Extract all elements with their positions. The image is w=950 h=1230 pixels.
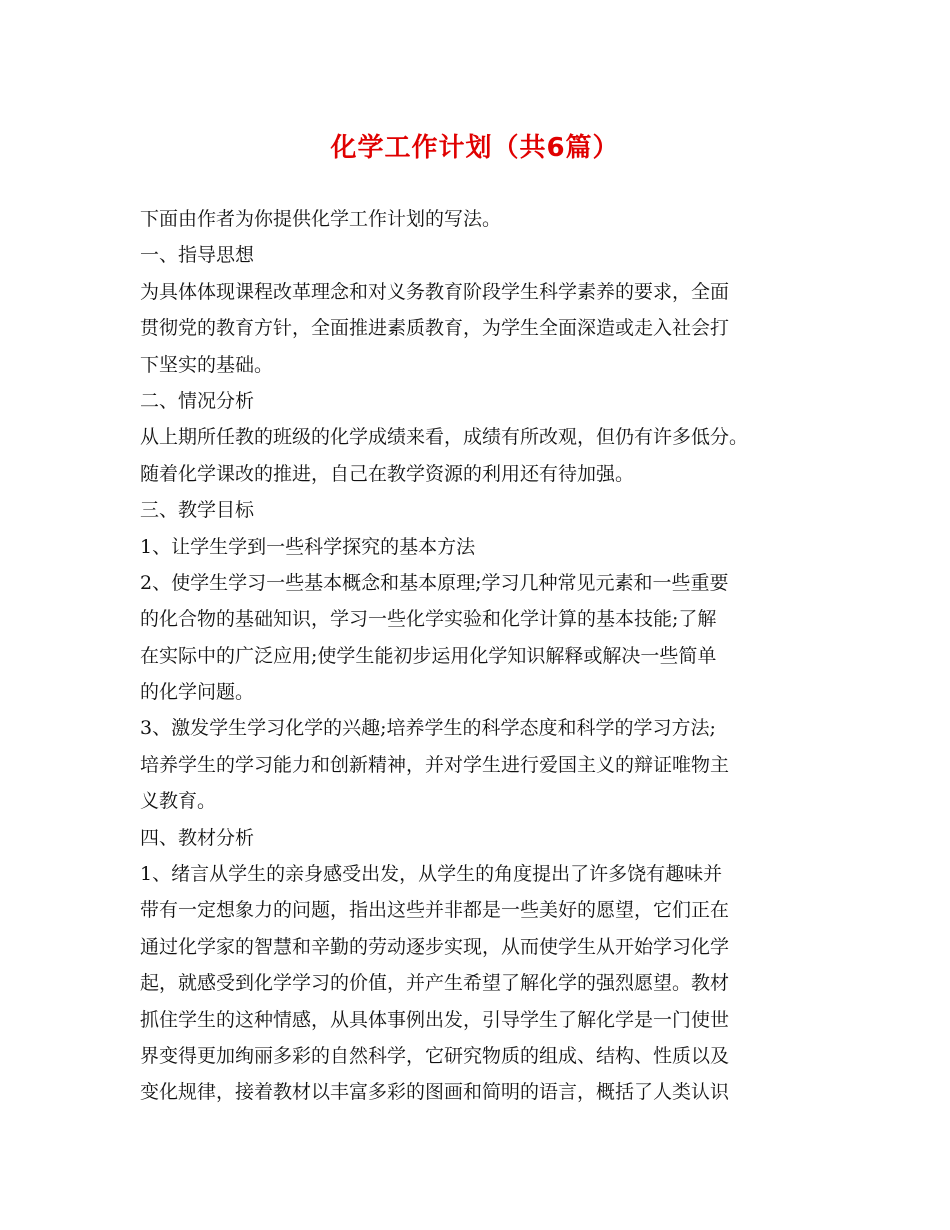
text-line: 带有一定想象力的问题，指出这些并非都是一些美好的愿望，它们正在 — [140, 899, 730, 922]
text-line: 抓住学生的这种情感，从具体事例出发，引导学生了解化学是一门使世 — [140, 1008, 730, 1031]
text-line: 为具体体现课程改革理念和对义务教育阶段学生科学素养的要求，全面 — [140, 280, 730, 303]
section-heading: 一、指导思想 — [140, 244, 255, 267]
text-line: 的化合物的基础知识，学习一些化学实验和化学计算的基本技能;了解 — [140, 608, 717, 631]
text-line: 1、绪言从学生的亲身感受出发，从学生的角度提出了许多饶有趣味并 — [140, 863, 723, 886]
text-line: 贯彻党的教育方针，全面推进素质教育，为学生全面深造或走入社会打 — [140, 317, 730, 340]
text-line: 从上期所任教的班级的化学成绩来看，成绩有所改观，但仍有许多低分。 — [140, 426, 749, 449]
section-heading: 三、教学目标 — [140, 499, 255, 522]
text-line: 在实际中的广泛应用;使学生能初步运用化学知识解释或解决一些简单 — [140, 644, 717, 667]
text-line: 3、激发学生学习化学的兴趣;培养学生的科学态度和科学的学习方法; — [140, 717, 716, 740]
document-body — [140, 201, 820, 1111]
text-line: 义教育。 — [140, 790, 217, 813]
text-line: 随着化学课改的推进，自己在教学资源的利用还有待加强。 — [140, 462, 635, 485]
text-line: 界变得更加绚丽多彩的自然科学，它研究物质的组成、结构、性质以及 — [140, 1044, 730, 1067]
document-title: 化学工作计划（共6篇） — [330, 133, 620, 163]
section-heading: 四、教材分析 — [140, 826, 255, 849]
text-line: 2、使学生学习一些基本概念和基本原理;学习几种常见元素和一些重要 — [140, 571, 729, 594]
text-line: 培养学生的学习能力和创新精神，并对学生进行爱国主义的辩证唯物主 — [140, 753, 730, 776]
text-line: 下坚实的基础。 — [140, 353, 274, 376]
text-line: 起，就感受到化学学习的价值，并产生希望了解化学的强烈愿望。教材 — [140, 972, 730, 995]
text-line: 的化学问题。 — [140, 681, 255, 704]
text-line: 下面由作者为你提供化学工作计划的写法。 — [140, 208, 502, 230]
text-line: 变化规律，接着教材以丰富多彩的图画和简明的语言，概括了人类认识 — [140, 1081, 730, 1104]
text-line: 通过化学家的智慧和辛勤的劳动逐步实现，从而使学生从开始学习化学 — [140, 935, 730, 958]
text-line: 1、让学生学到一些科学探究的基本方法 — [140, 535, 476, 558]
section-heading: 二、情况分析 — [140, 389, 255, 412]
